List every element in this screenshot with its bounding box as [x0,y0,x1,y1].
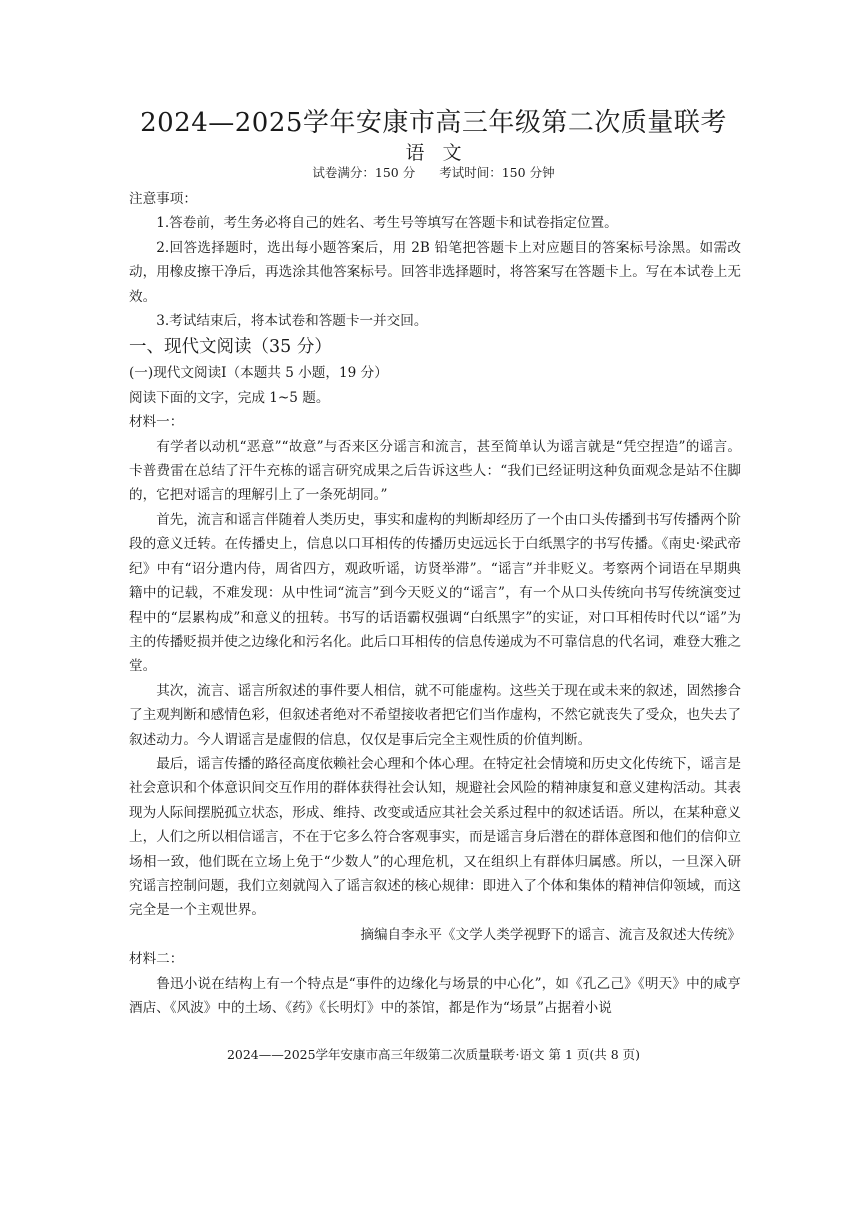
material-2-paragraph: 鲁迅小说在结构上有一个特点是“事件的边缘化与场景的中心化”，如《孔乙己》《明天》中的咸亨酒店、《风波》中的土场、《药》《长明灯》中的茶馆，都是作为“场景”占据着小说 [129,975,741,1016]
note-item-1: 1.答卷前，考生务必将自己的姓名、考生号等填写在答题卡和试卷指定位置。 [156,215,618,232]
exam-content [129,187,741,1020]
notes-heading: 注意事项： [129,191,197,207]
page-footer: 2024——2025学年安康市高三年级第二次质量联考·语文 第 1 页(共 8 页) [226,1047,641,1062]
material-1-paragraph: 其次，流言、谣言所叙述的事件要人相信，就不可能虚构。这些关于现在或未来的叙述，固然掺合了主观判断和感情色彩，但叙述者绝对不希望接收者把它们当作虚构，不然它就丧失了受众，也失去了叙述动力。今人谓谣言是虚假的信息，仅仅是事后完全主观性质的价值判断。 [129,682,741,748]
subject-title: 语文 [405,142,480,164]
section-heading: 一、现代文阅读（35 分） [129,337,332,358]
exam-time: 考试时间：150 分钟 [439,165,555,180]
material-1-label: 材料一： [129,414,184,431]
full-score: 试卷满分：150 分 [312,165,416,180]
sub-section-heading: (一)现代文阅读Ⅰ（本题共 5 小题，19 分） [129,365,388,382]
material-2-label: 材料二： [129,951,184,968]
reading-instruction: 阅读下面的文字，完成 1~5 题。 [129,389,330,406]
material-1-paragraph: 首先，流言和谣言伴随着人类历史，事实和虚构的判断却经历了一个由口头传播到书写传播两个阶段的意义迁转。在传播史上，信息以口耳相传的传播历史远远长于白纸黑字的书写传播。《南史·梁武帝纪》中有“诏分遣内侍，周省四方，观政听谣，访贤举滞”。“谣言”并非贬义。考察两个词语在早期典籍中的记载，不难发现：从中性词“流言”到今天贬义的“谣言”，有一个从口头传统向书写传统演变过程中的“层累构成”和意义的扭转。书写的话语霸权强调“白纸黑字”的实证，对口耳相传时代以“谣”为主的传播贬损并使之边缘化和污名化。此后口耳相传的信息传递成为不可靠信息的代名词，难登大雅之堂。 [129,511,741,675]
material-1-paragraph: 最后，谣言传播的路径高度依赖社会心理和个体心理。在特定社会情境和历史文化传统下，谣言是社会意识和个体意识间交互作用的群体获得社会认知，规避社会风险的精神康复和意义建构活动。其表现为人际间摆脱孤立状态，形成、维持、改变或适应其社会关系过程中的叙述话语。所以，在某种意义上，人们之所以相信谣言，不在于它多么符合客观事实，而是谣言身后潜在的群体意图和他们的信仰立场相一致，他们既在立场上免于“少数人”的心理危机，又在组织上有群体归属感。所以，一旦深入研究谣言控制问题，我们立刻就闯入了谣言叙述的核心规律：即进入了个体和集体的精神信仰领域，而这完全是一个主观世界。 [129,755,741,919]
note-item-2: 2.回答选择题时，选出每小题答案后，用 2B 铅笔把答题卡上对应题目的答案标号涂黑。如需改动，用橡皮擦干净后，再选涂其他答案标号。回答非选择题时，将答案写在答题卡上。写在本试卷上无效。 [129,239,741,305]
exam-title: 2024—2025学年安康市高三年级第二次质量联考 [140,108,727,138]
material-1-paragraph: 有学者以动机“恶意”“故意”与否来区分谣言和流言，甚至简单认为谣言就是“凭空捏造”的谣言。卡普费雷在总结了汗牛充栋的谣言研究成果之后告诉这些人：“我们已经证明这种负面观念是站不住脚的，它把对谣言的理解引上了一条死胡同。” [129,438,741,504]
material-1-source: 摘编自李永平《文学人类学视野下的谣言、流言及叙述大传统》 [360,926,741,943]
exam-meta [0,164,867,182]
note-item-3: 3.考试结束后，将本试卷和答题卡一并交回。 [156,313,428,330]
